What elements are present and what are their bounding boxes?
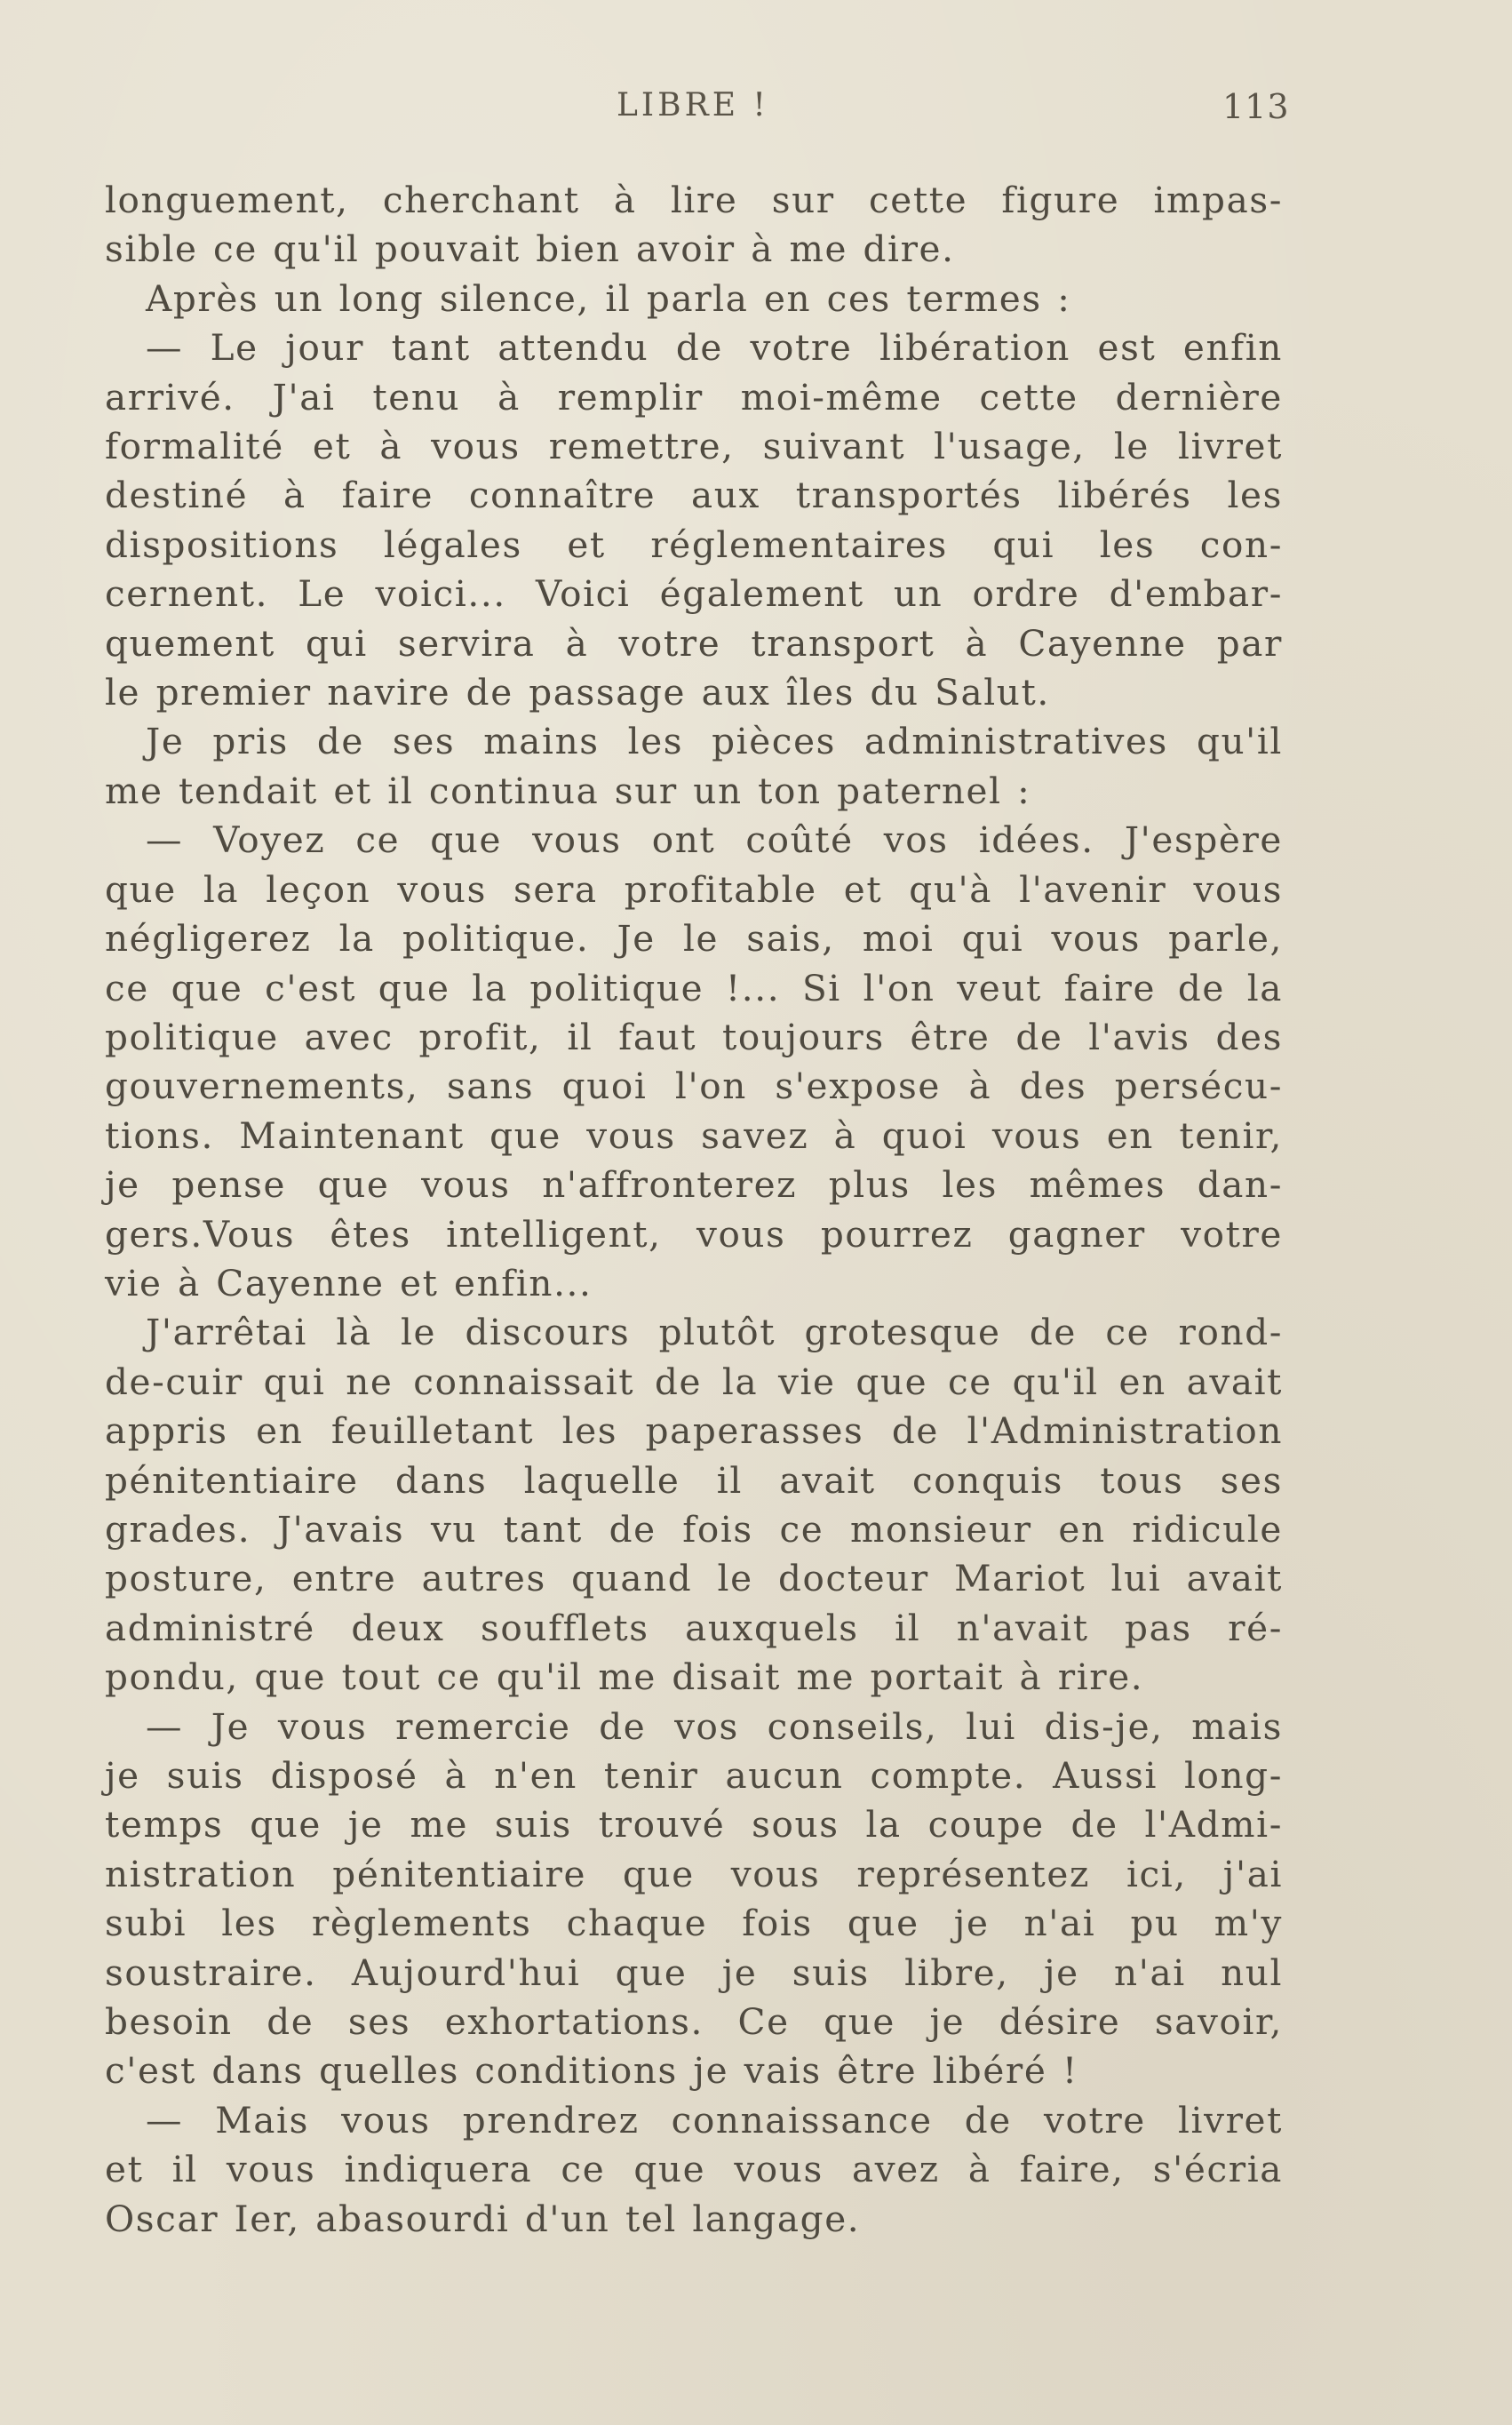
text-line: longuement, cherchant à lire sur cette figure impas- (105, 179, 1283, 221)
page-number: 113 (1222, 87, 1290, 126)
text-line: administré deux soufflets auxquels il n'avait pas ré- (105, 1606, 1283, 1649)
text-line: subi les règlements chaque fois que je n'ai pu m'y (105, 1902, 1283, 1945)
text-line: gouvernements, sans quoi l'on s'expose à des persécu- (105, 1065, 1283, 1108)
text-line: et il vous indiquera ce que vous avez à faire, s'écria (105, 2148, 1283, 2191)
text-line: sible ce qu'il pouvait bien avoir à me dire. (105, 227, 955, 271)
text-line: grades. J'avais vu tant de fois ce monsieur en ridicule (105, 1507, 1283, 1551)
text-line: Oscar Ier, abasourdi d'un tel langage. (105, 2197, 861, 2240)
text-line: que la leçon vous sera profitable et qu'à l'avenir vous (105, 867, 1283, 911)
text-line: — Le jour tant attendu de votre libération est enfin (146, 326, 1283, 370)
text-line: dispositions légales et réglementaires qui les con- (105, 522, 1283, 566)
text-line: pondu, que tout ce qu'il me disait me portait à rire. (105, 1655, 1144, 1699)
text-line: posture, entre autres quand le docteur Mariot lui avait (105, 1557, 1283, 1600)
text-line: je suis disposé à n'en tenir aucun compte. Aussi long- (105, 1754, 1283, 1797)
text-line: — Mais vous prendrez connaissance de votre livret (146, 2098, 1283, 2142)
text-line: ce que c'est que la politique !... Si l'on veut faire de la (105, 966, 1283, 1009)
text-line: quement qui servira à votre transport à Cayenne par (105, 621, 1283, 665)
running-head (0, 87, 1512, 140)
text-line: Après un long silence, il parla en ces termes : (146, 276, 1071, 320)
text-line: — Voyez ce que vous ont coûté vos idées. J'espère (146, 818, 1283, 862)
text-line: appris en feuilletant les paperasses de l'Administration (105, 1409, 1283, 1453)
text-line: je pense que vous n'affronterez plus les mêmes dan- (105, 1163, 1283, 1207)
text-line: formalité et à vous remettre, suivant l'usage, le livret (105, 425, 1283, 468)
text-line: destiné à faire connaître aux transportés libérés les (105, 474, 1283, 517)
text-line: c'est dans quelles conditions je vais être libéré ! (105, 2049, 1078, 2093)
text-line: temps que je me suis trouvé sous la coupe de l'Admi- (105, 1803, 1283, 1847)
text-line: pénitentiaire dans laquelle il avait conquis tous ses (105, 1458, 1283, 1502)
text-line: me tendait et il continua sur un ton paternel : (105, 769, 1031, 812)
text-line: soustraire. Aujourd'hui que je suis libre, je n'ai nul (105, 1950, 1283, 1994)
text-line: gers.Vous êtes intelligent, vous pourrez gagner votre (105, 1212, 1283, 1256)
text-line: besoin de ses exhortations. Ce que je désire savoir, (105, 2000, 1283, 2044)
text-line: Je pris de ses mains les pièces administratives qu'il (146, 720, 1283, 763)
text-line: — Je vous remercie de vos conseils, lui dis-je, mais (146, 1704, 1283, 1748)
body-text (105, 176, 1283, 2244)
text-line: le premier navire de passage aux îles du Salut. (105, 671, 1050, 714)
text-line: de-cuir qui ne connaissait de la vie que ce qu'il en avait (105, 1360, 1283, 1403)
text-line: nistration pénitentiaire que vous représentez ici, j'ai (105, 1852, 1283, 1895)
text-line: J'arrêtai là le discours plutôt grotesque de ce rond- (146, 1311, 1283, 1354)
text-line: négligerez la politique. Je le sais, moi qui vous parle, (105, 917, 1283, 961)
text-line: tions. Maintenant que vous savez à quoi vous en tenir, (105, 1113, 1283, 1157)
text-line: vie à Cayenne et enfin... (105, 1261, 593, 1304)
running-title: LIBRE ! (617, 87, 769, 124)
text-line: politique avec profit, il faut toujours être de l'avis des (105, 1015, 1283, 1058)
text-line: cernent. Le voici... Voici également un ordre d'embar- (105, 572, 1283, 616)
text-line: arrivé. J'ai tenu à remplir moi-même cette dernière (105, 375, 1283, 419)
